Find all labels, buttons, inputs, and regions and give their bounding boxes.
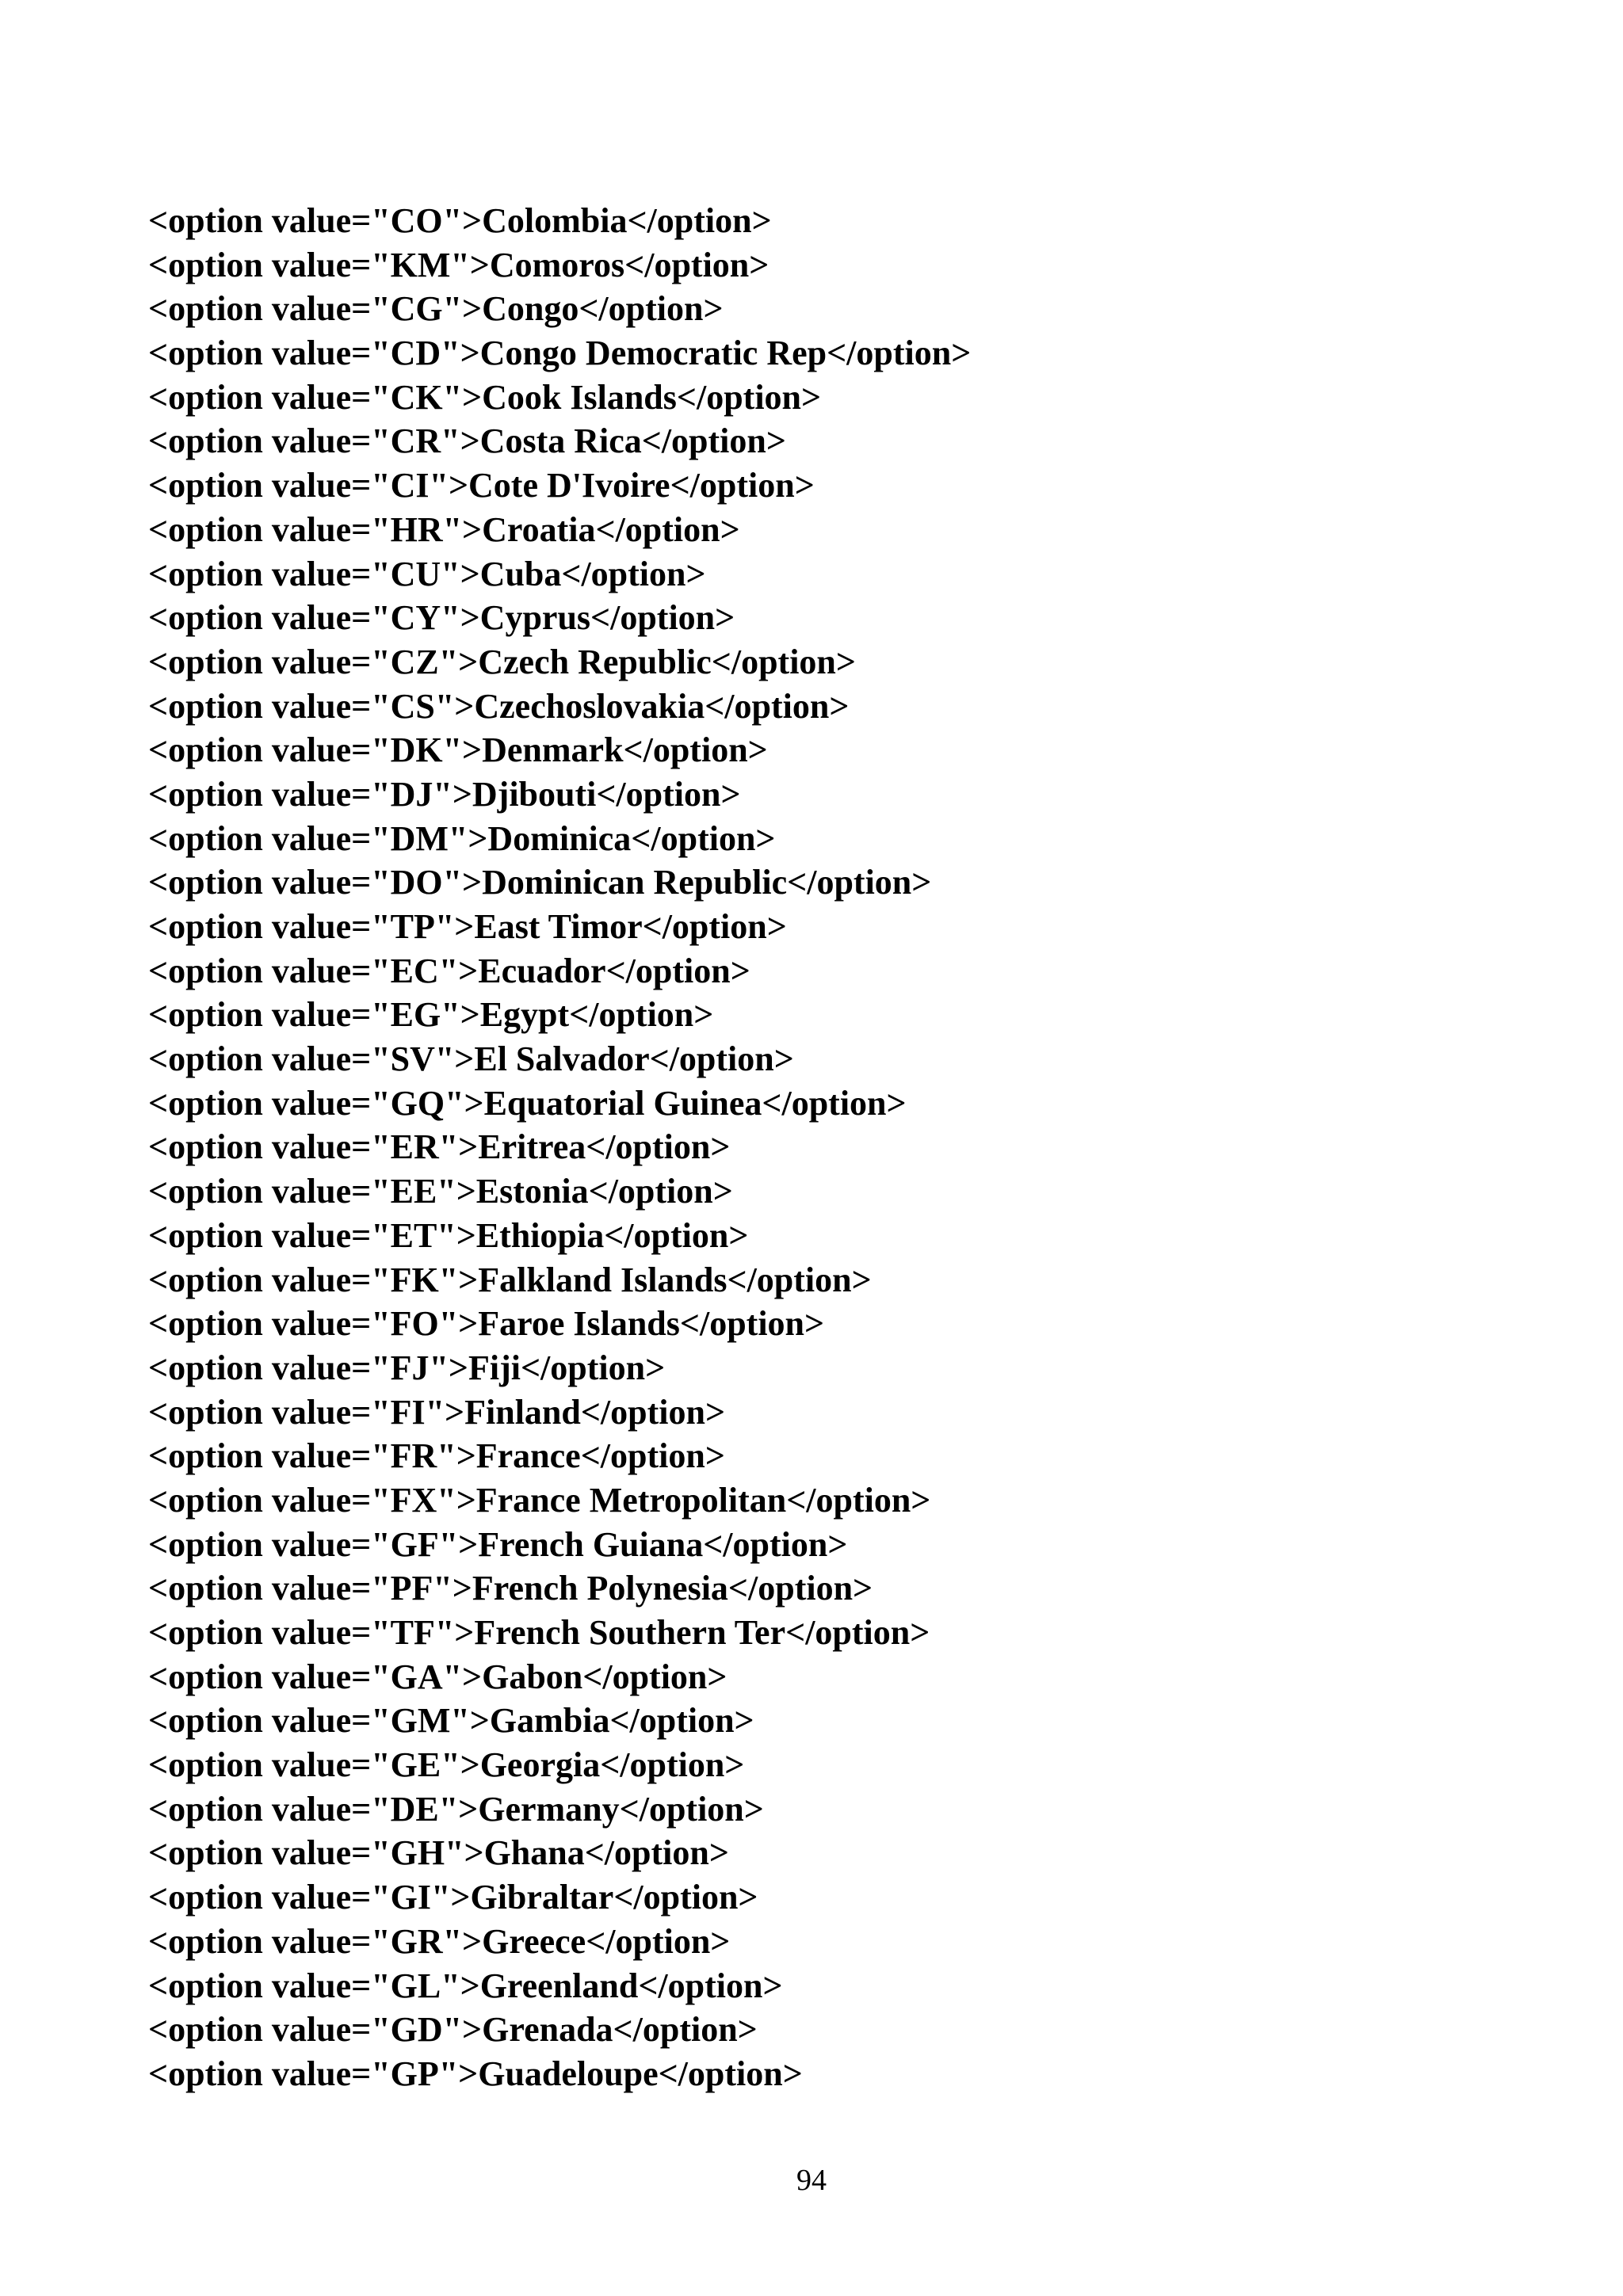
code-line: <option value="HR">Croatia</option> [148,509,740,549]
page-number: 94 [796,2164,827,2197]
code-line: <option value="GP">Guadeloupe</option> [148,2054,803,2093]
code-line: <option value="GR">Greece</option> [148,1921,731,1961]
code-line: <option value="ET">Ethiopia</option> [148,1215,749,1255]
code-line: <option value="CS">Czechoslovakia</option> [148,686,850,726]
code-line: <option value="CU">Cuba</option> [148,554,706,593]
code-line: <option value="GM">Gambia</option> [148,1701,754,1741]
code-line: <option value="TP">East Timor</option> [148,907,787,946]
code-line: <option value="CR">Costa Rica</option> [148,421,786,461]
code-line: <option value="CG">Congo</option> [148,289,724,329]
code-line: <option value="GL">Greenland</option> [148,1966,783,2005]
code-line: <option value="GE">Georgia</option> [148,1745,745,1785]
code-listing [148,199,1495,2096]
code-line: <option value="DM">Dominica</option> [148,818,776,858]
code-line: <option value="DE">Germany</option> [148,1789,764,1829]
code-line: <option value="CD">Congo Democratic Rep</option> [148,334,972,373]
code-line: <option value="GI">Gibraltar</option> [148,1878,758,1917]
code-line: <option value="FX">France Metropolitan</option> [148,1480,931,1520]
code-line: <option value="GF">French Guiana</option> [148,1524,848,1564]
code-line: <option value="TF">French Southern Ter</option> [148,1613,930,1652]
code-line: <option value="EG">Egypt</option> [148,995,714,1035]
code-line: <option value="EC">Ecuador</option> [148,951,750,990]
code-line: <option value="PF">French Polynesia</option> [148,1569,873,1608]
code-line: <option value="FI">Finland</option> [148,1392,726,1432]
code-line: <option value="EE">Estonia</option> [148,1172,733,1211]
code-line: <option value="KM">Comoros</option> [148,245,769,284]
code-line: <option value="CI">Cote D'Ivoire</option> [148,466,815,505]
code-line: <option value="DK">Denmark</option> [148,730,768,770]
code-line: <option value="FO">Faroe Islands</option> [148,1304,825,1344]
code-line: <option value="FJ">Fiji</option> [148,1348,666,1387]
code-line: <option value="FK">Falkland Islands</option> [148,1260,872,1299]
code-line: <option value="GD">Grenada</option> [148,2010,758,2050]
code-line: <option value="CO">Colombia</option> [148,201,772,240]
code-line: <option value="ER">Eritrea</option> [148,1127,731,1167]
code-line: <option value="CZ">Czech Republic</option> [148,642,856,681]
code-line: <option value="GQ">Equatorial Guinea</option> [148,1083,907,1123]
code-line: <option value="CY">Cyprus</option> [148,598,735,638]
code-line: <option value="DJ">Djibouti</option> [148,774,741,814]
code-line: <option value="SV">El Salvador</option> [148,1039,794,1079]
code-line: <option value="CK">Cook Islands</option> [148,377,822,417]
code-line: <option value="GH">Ghana</option> [148,1833,729,1873]
code-line: <option value="DO">Dominican Republic</option> [148,863,932,902]
code-line: <option value="GA">Gabon</option> [148,1657,727,1696]
code-line: <option value="FR">France</option> [148,1436,725,1476]
